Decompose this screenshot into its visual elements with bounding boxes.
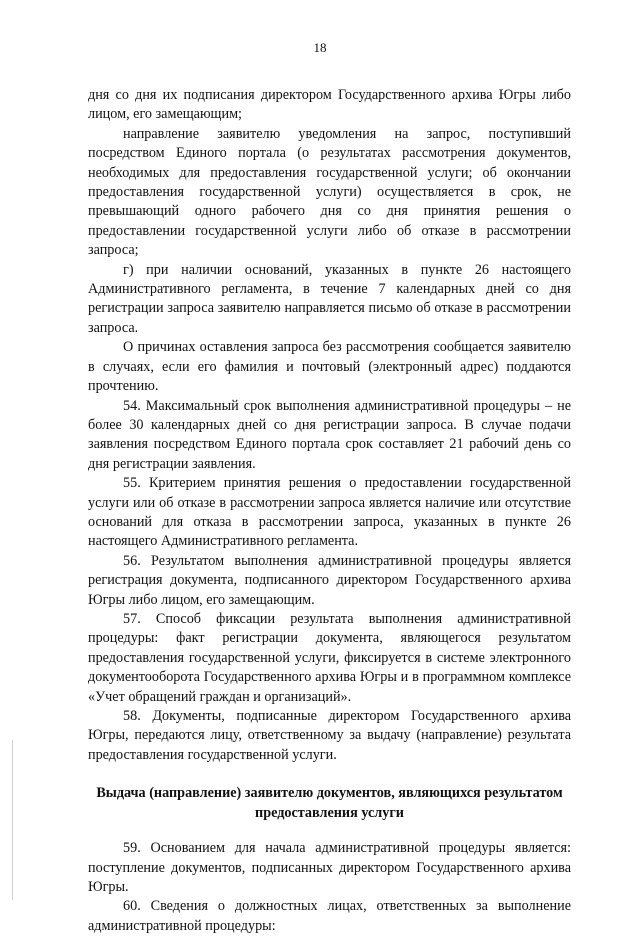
scan-edge-line — [12, 740, 13, 900]
paragraph: 56. Результатом выполнения административной процедуры является регистрация документа, подписанного директором Государственного архива Югры либо лицом, его замещающим. — [88, 552, 571, 608]
document-body — [88, 86, 571, 936]
paragraph: 60. Сведения о должностных лицах, ответственных за выполнение административной процедуры: — [88, 898, 571, 934]
paragraph: 57. Способ фиксации результата выполнения административной процедуры: факт регистрации документа, являющегося результатом предоставления государственной услуги, фиксируется в системе электронного документооборота Государственного архива Югры и в программном комплексе «Учет обращений граждан и организаций». — [88, 610, 571, 705]
paragraph: 59. Основанием для начала административной процедуры является: поступление документов, подписанных директором Государственного архива Югры. — [88, 840, 571, 896]
paragraph: 58. Документы, подписанные директором Государственного архива Югры, передаются лицу, ответственному за выдачу (направление) результата предоставления государственной услуги. — [88, 708, 571, 763]
paragraph: 55. Критерием принятия решения о предоставлении государственной услуги или об отказе в рассмотрении запроса является наличие или отсутствие оснований для отказа в рассмотрении запроса, указанных в пункте 26 настоящего Административного регламента. — [88, 475, 571, 550]
paragraph: направление заявителю уведомления на запрос, поступивший посредством Единого портала (о результатах рассмотрения документов, необходимых для предоставления государственной услуги; об окончании предоставления государственной услуги) осуществляется в срок, не превышающий одного рабочего дня со дня принятия решения о предоставлении государственной услуги либо об отказе в рассмотрении запроса; — [88, 125, 571, 259]
paragraph: дня со дня их подписания директором Государственного архива Югры либо лицом, его замещающим; — [88, 87, 571, 123]
paragraph: г) при наличии оснований, указанных в пункте 26 настоящего Административного регламента, в течение 7 календарных дней со дня регистрации запроса заявителю направляется письмо об отказе в рассмотрении запроса. — [88, 261, 571, 336]
page-number: 18 — [313, 40, 327, 55]
paragraph: 54. Максимальный срок выполнения административной процедуры – не более 30 календарных дней со дня регистрации запроса. В случае подачи заявления посредством Единого портала срок составляет 21 рабочий день со дня регистрации заявления. — [88, 397, 571, 472]
section-heading: Выдача (направление) заявителю документов, являющихся результатом предоставления услуги — [96, 785, 563, 822]
paragraph: О причинах оставления запроса без рассмотрения сообщается заявителю в случаях, если его фамилия и почтовый (электронный адрес) поддаются прочтению. — [88, 339, 571, 395]
